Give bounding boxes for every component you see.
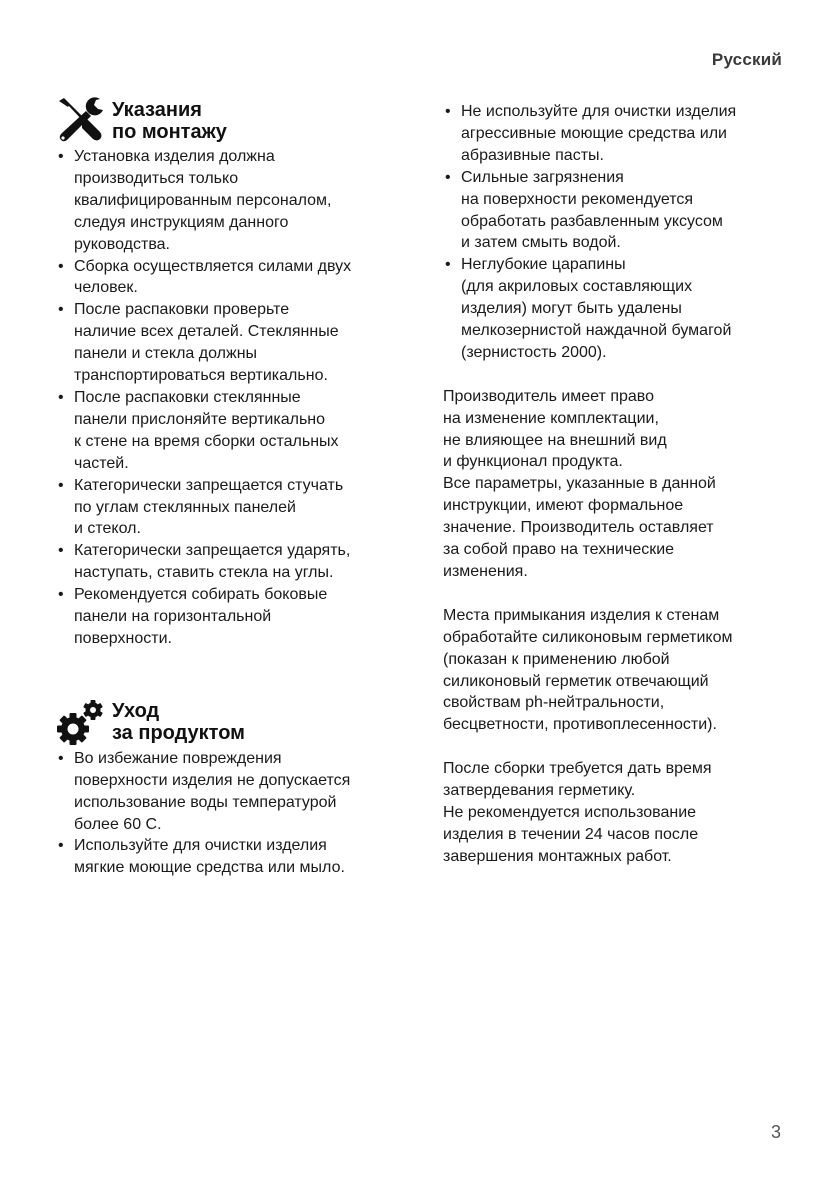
right-column (443, 101, 793, 868)
curing-time-paragraph (443, 758, 793, 868)
paragraph-line: Не рекомендуется использование (443, 803, 697, 821)
list-item-line: Категорически запрещается стучать (74, 476, 344, 494)
paragraph-line: инструкции, имеют формальное (443, 497, 684, 515)
care-title-line1: Уход (112, 699, 160, 722)
list-item-line: абразивные пасты. (461, 146, 604, 164)
gears-icon (56, 698, 106, 748)
list-item-line: поверхности. (74, 629, 172, 647)
paragraph-line: бесцветности, противоплесенности). (443, 716, 717, 734)
list-item (443, 101, 793, 167)
paragraph-line: значение. Производитель оставляет (443, 519, 714, 537)
list-item-line: наступать, ставить стекла на углы. (74, 564, 334, 582)
list-item-line: на поверхности рекомендуется (461, 190, 694, 208)
list-item (56, 256, 406, 300)
list-item-line: панели на горизонтальной (74, 608, 272, 626)
list-item (56, 475, 406, 541)
list-item-line: Не используйте для очистки изделия (461, 103, 737, 120)
list-item-line: поверхности изделия не допускается (74, 771, 351, 789)
list-item-line: мягкие моющие средства или мыло. (74, 859, 345, 877)
tools-icon (56, 96, 106, 146)
care-title-line2: за продуктом (112, 721, 245, 744)
sealant-paragraph (443, 605, 793, 736)
list-item-line: человек. (74, 279, 138, 297)
paragraph-line: завершения монтажных работ. (443, 847, 672, 865)
list-item (443, 167, 793, 255)
list-item-line: и затем смыть водой. (461, 234, 621, 252)
list-item-line: наличие всех деталей. Стеклянные (74, 323, 339, 341)
paragraph-line: силиконовый герметик отвечающий (443, 672, 709, 690)
installation-heading (56, 96, 406, 146)
list-item-line: обработать разбавленным уксусом (461, 212, 723, 230)
care-title (112, 698, 245, 744)
paragraph-line: и функционал продукта. (443, 453, 623, 471)
installation-title-line1: Указания (112, 99, 202, 121)
care-list (56, 748, 406, 879)
care-heading (56, 698, 406, 748)
list-item-line: Сборка осуществляется силами двух (74, 257, 352, 275)
list-item-line: более 60 С. (74, 815, 162, 833)
list-item (56, 584, 406, 650)
paragraph-line: Места примыкания изделия к стенам (443, 606, 720, 624)
list-item (56, 299, 406, 387)
paragraph-line: обработайте силиконовым герметиком (443, 628, 733, 646)
paragraph-line: изменения. (443, 563, 528, 581)
list-item-line: мелкозернистой наждачной бумагой (461, 322, 732, 340)
list-item-line: Неглубокие царапины (461, 256, 626, 274)
care-list-continued (443, 101, 793, 364)
list-item-line: Используйте для очистки изделия (74, 837, 327, 855)
list-item (56, 387, 406, 475)
list-item (56, 748, 406, 836)
paragraph-line: Все параметры, указанные в данной (443, 475, 716, 493)
list-item (56, 540, 406, 584)
list-item (443, 254, 793, 364)
paragraph-line: свойствам ph-нейтральности, (443, 694, 665, 712)
list-item-line: к стене на время сборки остальных (74, 432, 339, 450)
page-number: 3 (770, 1122, 781, 1142)
list-item-line: частей. (74, 454, 129, 472)
list-item-line: следуя инструкциям данного (74, 213, 289, 231)
installation-title-line2: по монтажу (112, 121, 227, 143)
list-item-line: После распаковки стеклянные (74, 388, 301, 406)
list-item-line: (зернистость 2000). (461, 343, 607, 361)
list-item-line: Категорически запрещается ударять, (74, 542, 351, 560)
paragraph-line: за собой право на технические (443, 541, 675, 559)
list-item-line: Сильные загрязнения (461, 168, 624, 186)
list-item-line: панели прислоняйте вертикально (74, 410, 326, 428)
list-item-line: Рекомендуется собирать боковые (74, 586, 328, 604)
list-item-line: по углам стеклянных панелей (74, 498, 296, 516)
page-language-label: Русский (711, 50, 782, 69)
paragraph-line: После сборки требуется дать время (443, 760, 712, 778)
list-item-line: агрессивные моющие средства или (461, 124, 727, 142)
list-item-line: использование воды температурой (74, 793, 337, 811)
list-item-line: После распаковки проверьте (74, 301, 290, 319)
paragraph-line: затвердевания герметику. (443, 782, 636, 800)
paragraph-line: изделия в течении 24 часов после (443, 825, 699, 843)
paragraph-line: на изменение комплектации, (443, 409, 659, 427)
list-item (56, 835, 406, 879)
list-item-line: Во избежание повреждения (74, 749, 282, 767)
installation-list (56, 146, 406, 650)
list-item-line: производиться только (74, 169, 239, 187)
manufacturer-rights-paragraph (443, 386, 793, 583)
list-item-line: панели и стекла должны (74, 345, 258, 363)
list-item-line: квалифицированным персоналом, (74, 191, 332, 209)
list-item-line: транспортироваться вертикально. (74, 367, 328, 385)
list-item-line: Установка изделия должна (74, 148, 275, 165)
installation-title (112, 96, 227, 143)
paragraph-line: Производитель имеет право (443, 387, 654, 405)
list-item-line: руководства. (74, 235, 170, 253)
paragraph-line: (показан к применению любой (443, 650, 670, 668)
list-item-line: изделия) могут быть удалены (461, 300, 682, 318)
left-column (56, 96, 406, 879)
list-item-line: и стекол. (74, 520, 141, 538)
list-item-line: (для акриловых составляющих (461, 278, 693, 296)
list-item (56, 146, 406, 256)
paragraph-line: не влияющее на внешний вид (443, 431, 667, 449)
